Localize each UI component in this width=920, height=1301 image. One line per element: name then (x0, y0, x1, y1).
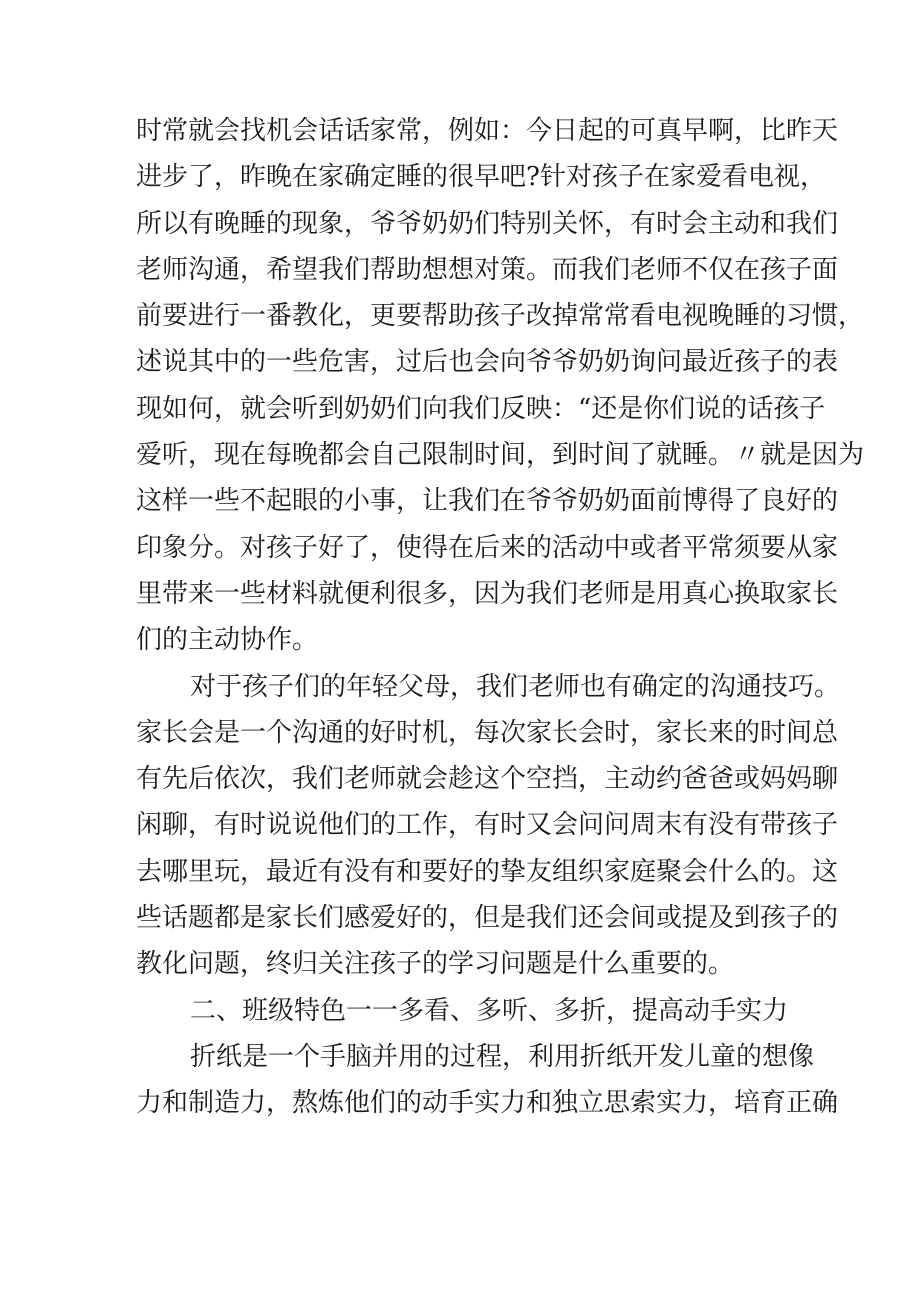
text-line: 有先后依次，我们老师就会趁这个空挡，主动约爸爸或妈妈聊 (136, 764, 839, 795)
paragraph-paper-folding (136, 1034, 839, 1127)
text-line: 所以有晚睡的现象，爷爷奶奶们特别关怀，有时会主动和我们 (136, 208, 839, 239)
text-line: 闲聊，有时说说他们的工作，有时又会问问周末有没有带孩子 (136, 810, 839, 841)
text-line: 里带来一些材料就便利很多，因为我们老师是用真心换取家长 (136, 578, 839, 609)
text-line: 时常就会找机会话话家常，例如：今日起的可真早啊，比昨天 (136, 116, 839, 146)
text-line: 印象分。对孩子好了，使得在后来的活动中或者平常须要从家 (136, 532, 839, 563)
text-line: 去哪里玩，最近有没有和要好的挚友组织家庭聚会什么的。这 (136, 856, 839, 887)
text-line: 前要进行一番教化，更要帮助孩子改掉常常看电视晚睡的习惯， (136, 301, 865, 332)
paragraph-young-parents-communication (136, 664, 841, 988)
section-heading-class-feature (136, 988, 796, 1034)
text-line: 现如何，就会听到奶奶们向我们反映：“还是你们说的话孩子 (136, 393, 826, 424)
document-body (136, 108, 865, 1127)
text-line: 力和制造力，熬炼他们的动手实力和独立思索实力，培育正确 (136, 1088, 839, 1119)
section-heading: 二、班级特色一一多看、多听、多折，提高动手实力 (190, 995, 789, 1026)
text-line: 老师沟通，希望我们帮助想想对策。而我们老师不仅在孩子面 (136, 254, 839, 285)
text-line: 爱听，现在每晚都会自己限制时间，到时间了就睡。〃就是因为 (136, 440, 865, 471)
text-line: 教化问题，终归关注孩子的学习问题是什么重要的。 (136, 949, 735, 980)
text-line: 对于孩子们的年轻父母，我们老师也有确定的沟通技巧。 (190, 671, 841, 702)
text-line: 家长会是一个沟通的好时机，每次家长会时，家长来的时间总 (136, 717, 839, 748)
paragraph-grandparents-communication (136, 108, 865, 664)
text-line: 进步了，昨晚在家确定睡的很早吧?针对孩子在家爱看电视， (136, 162, 826, 193)
text-line: 这样一些不起眼的小事，让我们在爷爷奶奶面前博得了良好的 (136, 486, 839, 517)
text-line: 折纸是一个手脑并用的过程，利用折纸开发儿童的想像 (190, 1041, 815, 1072)
text-line: 述说其中的一些危害，过后也会向爷爷奶奶询问最近孩子的表 (136, 347, 839, 378)
text-line: 们的主动协作。 (136, 625, 319, 656)
text-line: 些话题都是家长们感爱好的，但是我们还会间或提及到孩子的 (136, 903, 839, 934)
